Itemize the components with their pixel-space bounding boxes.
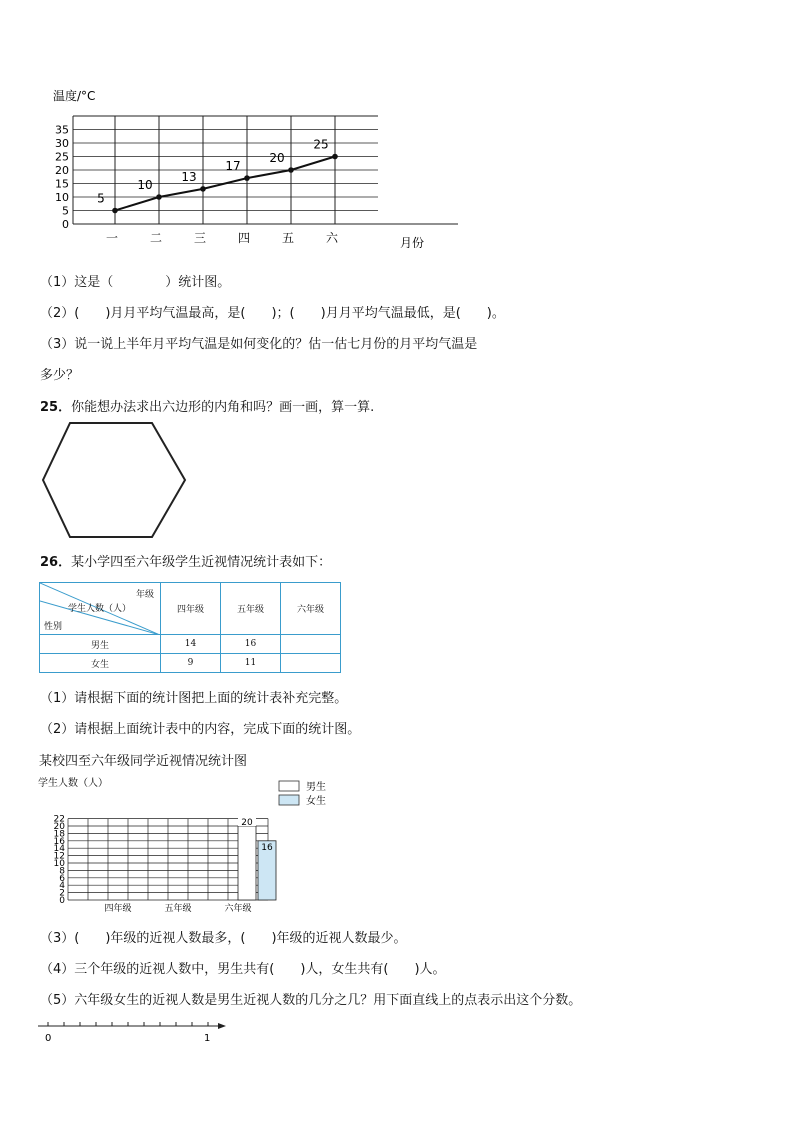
q26-part1: （1）请根据下面的统计图把上面的统计表补充完整。: [40, 691, 348, 706]
bar-chart-title: 某校四至六年级同学近视情况统计图: [39, 754, 248, 769]
y-tick-label: 10: [53, 859, 65, 869]
chart1-ylabel: 温度/°C: [53, 89, 96, 103]
number-line-arrow-icon: [218, 1023, 226, 1029]
data-point: [288, 167, 294, 173]
chart1-xlabel: 月份: [400, 236, 425, 250]
q26-part4: （4）三个年级的近视人数中，男生共有( )人，女生共有( )人。: [40, 962, 446, 977]
x-tick-label: 五: [281, 231, 295, 245]
data-label: 25: [313, 137, 329, 152]
q26-part5: （5）六年级女生的近视人数是男生近视人数的几分之几？用下面直线上的点表示出这个分数。: [40, 993, 582, 1008]
q26-part3: （3）( )年级的近视人数最多，( )年级的近视人数最少。: [40, 931, 407, 946]
x-tick-label: 一: [105, 231, 119, 245]
table-cell: 9: [161, 654, 221, 673]
hexagon-figure: [40, 420, 190, 540]
table-col-grade4: 四年级: [161, 583, 221, 635]
x-tick-label: 二: [149, 231, 163, 245]
y-tick-label: 6: [59, 873, 65, 884]
data-point: [200, 186, 206, 192]
q26-number: 26．: [40, 555, 72, 570]
q24-part3: （3）说一说上半年月平均气温是如何变化的？估一估七月份的月平均气温是: [40, 337, 478, 352]
y-tick-label: 10: [55, 191, 69, 204]
data-label: 17: [225, 159, 241, 174]
y-tick-label: 15: [55, 177, 69, 191]
y-tick-label: 20: [55, 164, 69, 177]
hexagon: [43, 423, 185, 537]
y-tick-label: 35: [55, 123, 69, 137]
y-tick-label: 0: [62, 218, 69, 231]
x-tick-label: 三: [193, 231, 207, 245]
q26-text: [40, 551, 331, 570]
q26-part2: （2）请根据上面统计表中的内容，完成下面的统计图。: [40, 722, 361, 737]
x-tick-label: 四年级: [104, 904, 132, 914]
y-tick-label: 16: [53, 836, 65, 847]
q24-part3-cont: 多少？: [40, 368, 80, 383]
data-label: 20: [269, 151, 285, 165]
legend-girls-swatch: [279, 795, 299, 805]
chart2-ylabel: 学生人数（人）: [38, 778, 108, 789]
bar-label-boys: 20: [241, 818, 253, 828]
x-tick-label: 五年级: [164, 904, 192, 914]
table-cell: [281, 635, 341, 654]
y-tick-label: 14: [53, 844, 65, 855]
legend-girls-label: 女生: [306, 796, 326, 807]
table-cell: 11: [221, 654, 281, 673]
table-hdr-count: 学生人数（人）: [68, 604, 132, 614]
bar-boys-grade6: [238, 826, 256, 900]
table-cell: [281, 654, 341, 673]
table-col-grade5: 五年级: [221, 583, 281, 635]
y-tick-label: 25: [55, 150, 69, 164]
data-label: 5: [97, 191, 105, 206]
data-label: 10: [137, 178, 153, 192]
legend-boys-label: 男生: [306, 782, 326, 793]
vision-stats-table: [39, 582, 341, 673]
y-tick-label: 8: [59, 866, 65, 877]
table-cell: 16: [221, 635, 281, 654]
bar-label-girls: 16: [261, 842, 273, 853]
table-row-boys-label: 男生: [40, 635, 161, 654]
data-point: [112, 208, 118, 214]
q25-number: 25．: [40, 400, 72, 415]
table-col-grade6: 六年级: [281, 583, 341, 635]
number-line: [36, 1018, 236, 1046]
number-line-zero: 0: [45, 1033, 52, 1044]
legend-boys-swatch: [279, 781, 299, 791]
y-tick-label: 18: [53, 829, 65, 840]
x-tick-label: 六年级: [224, 904, 252, 914]
y-tick-label: 22: [53, 814, 65, 825]
table-header-diagonal: [40, 583, 161, 635]
data-point: [332, 154, 338, 160]
temperature-line-chart: [40, 80, 470, 260]
table-hdr-gender: 性别: [44, 622, 63, 632]
q25-text: [40, 396, 374, 415]
y-tick-label: 12: [53, 851, 65, 862]
table-hdr-grade: 年级: [135, 590, 154, 600]
y-tick-label: 0: [59, 896, 65, 906]
data-point: [156, 194, 162, 200]
q24-part1: （1）这是（ ）统计图。: [40, 275, 231, 290]
q26-prompt: 某小学四至六年级学生近视情况统计表如下：: [71, 555, 332, 570]
table-row-girls-label: 女生: [40, 654, 161, 673]
data-point: [244, 175, 250, 181]
data-label: 13: [181, 169, 197, 184]
y-tick-label: 2: [59, 888, 65, 899]
vision-bar-chart: [36, 774, 346, 916]
y-tick-label: 5: [62, 204, 69, 218]
x-tick-label: 四: [237, 231, 251, 245]
y-tick-label: 30: [55, 137, 69, 150]
number-line-one: 1: [204, 1033, 211, 1044]
x-tick-label: 六: [325, 231, 339, 245]
y-tick-label: 4: [59, 881, 65, 892]
q25-prompt: 你能想办法求出六边形的内角和吗？画一画，算一算.: [71, 400, 375, 415]
q24-part2: （2）( )月月平均气温最高，是( )；( )月月平均气温最低，是( )。: [40, 306, 505, 321]
y-tick-label: 20: [53, 822, 65, 832]
table-cell: 14: [161, 635, 221, 654]
